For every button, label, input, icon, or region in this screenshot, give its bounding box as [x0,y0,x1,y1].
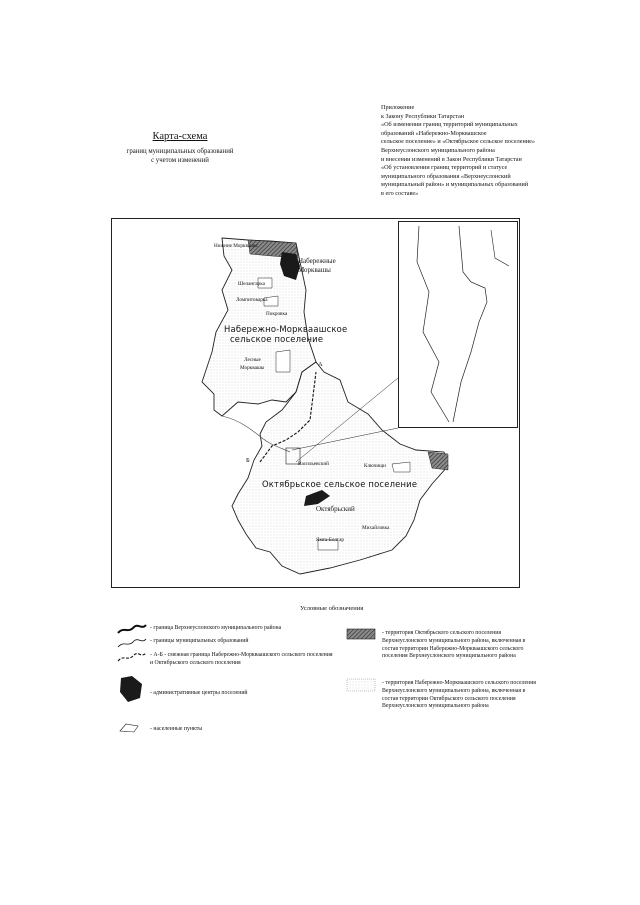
municipal-border-symbol [116,636,148,650]
inset-map [398,221,518,428]
point-a-label: А [318,361,323,368]
label-klyuchishchi: Ключищи [364,463,386,469]
settlement-shape [392,462,410,472]
appendix-line: муниципальный район» и муниципальных образований [381,181,529,189]
label-lesnye-morkvashi [240,357,265,372]
point-b-label: Б [246,457,250,464]
map-title: Карта-схема [152,131,208,142]
appendix-line: и внесении изменений в Закон Республики Татарстан [381,155,522,163]
label-text: сельское поселение [230,334,324,345]
subtitle-line: границ муниципальных образований [126,148,234,155]
district-border-symbol [116,622,148,636]
appendix-line: «Об установлении границ территорий и статусе [381,164,508,172]
label-naberezhno-morkvashskoe [224,325,347,344]
inset-boundary [417,226,449,422]
dotted-area-symbol [346,678,376,692]
label-nizhnie-morkvashi [214,244,258,249]
appendix-line: в его составе» [381,189,419,197]
hatched-area-symbol [346,628,376,640]
subtitle-line: с учетом изменений [151,157,209,164]
label-text: Нижние Морквашы [214,243,258,249]
inset-boundary [453,226,487,422]
label-shelangovka: Шелангарка [238,281,265,287]
label-pokrovka: Покровка [266,311,288,317]
label-mikhaylovka: Михайловка [362,525,390,531]
settlement-symbol [118,722,140,734]
legend-dotted-area: - территория Набережно-Моркваашского сельского поселения Верхнеуслонского муниципального района, включенная в состав территории Октябрьского сельского поселения Верхнеуслонского муниципального района [382,680,536,710]
legend-title: Условные обозначения [300,605,364,612]
appendix-line: Верхнеуслонского муниципального района [381,146,495,154]
appendix-line: муниципального образования «Верхнеуслонский [381,172,511,180]
settlement-shape [276,350,290,372]
label-text: Лесные [244,357,261,363]
legend-district-border: - граница Верхнеуслонского муниципального района [150,625,282,631]
label-oktyabrskoe: Октябрьское сельское поселение [262,479,418,489]
inset-boundary [491,230,509,266]
label-text: Морквашы [298,266,331,274]
label-pokrovka-alt: Ломпитоварка [236,297,268,303]
legend-settlements: - населенные пункты [150,726,203,732]
appendix-line: образований «Набережно-Морквашское [381,129,487,137]
appendix-line: к Закону Республики Татарстан [381,112,465,120]
label-text: Набережные [298,257,336,265]
legend-admin-centers: - административные центры поселений [150,690,248,696]
shared-border-symbol [116,650,148,664]
legend-municipal-border: - границы муниципальных образований [150,638,249,644]
admin-center-symbol [116,674,146,704]
label-oktyabrsky: Октябрьский [316,505,355,513]
inset-map-canvas [399,222,519,429]
legend-hatched-area: - территория Октябрьского сельского поселения Верхнеуслонского муниципального района, включенная в состав территории Набережно-Моркваашского сельского поселения Верхнеуслонского муниципального района [382,630,526,660]
appendix-line: «Об изменении границ территорий муниципальных [381,121,518,129]
label-vasilevsky: Васильевский [298,461,329,467]
label-naberezhnye-morkvashi [298,258,336,274]
label-text: Морквашы [240,365,265,372]
legend-shared-border: - А-Б - смежная граница Набережно-Моркваашского сельского поселения и Октябрьского сельского поселения [150,652,333,666]
label-yaga-bolgar: Ямга-Болгар [316,537,345,543]
appendix-line: сельское поселение» и «Октябрьское сельское поселение» [381,138,535,146]
label-text: Набережно-Моркваашское [224,324,348,334]
appendix-line: Приложение [381,104,415,111]
